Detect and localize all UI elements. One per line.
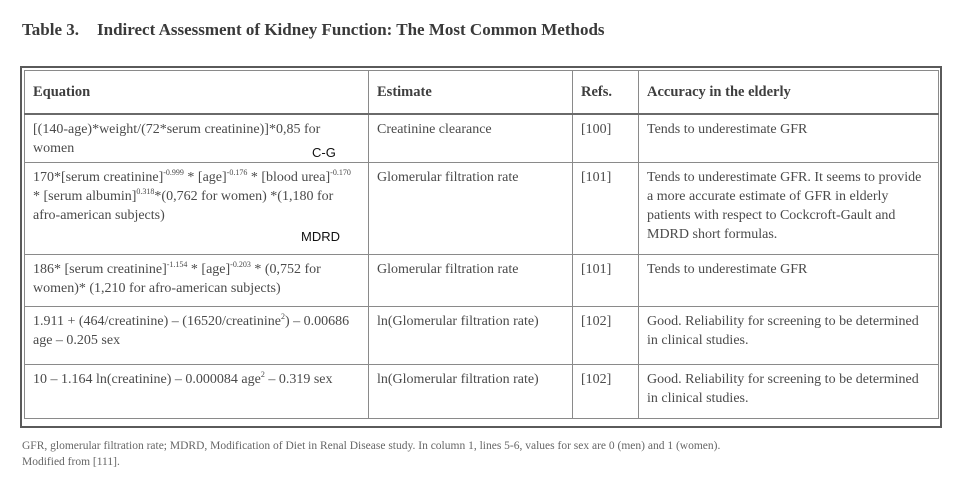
accuracy-cell: Tends to underestimate GFR. It seems to provide a more accurate estimate of GFR in elderly patients with respect to Cockcroft-Gault and MDRD short formulas. xyxy=(639,163,939,255)
equation-exponent: -0.999 xyxy=(163,168,184,177)
table-caption: Indirect Assessment of Kidney Function: The Most Common Methods xyxy=(97,20,605,39)
equation-cell xyxy=(25,163,369,255)
equation-cell xyxy=(25,114,369,163)
footnote-source: Modified from [111]. xyxy=(22,456,120,468)
equation-exponent: 2 xyxy=(281,312,286,321)
methods-table xyxy=(24,70,939,419)
ref-cell: [101] xyxy=(573,255,639,307)
table-number: Table 3. xyxy=(22,20,80,39)
column-header-refs: Refs. xyxy=(573,71,639,115)
equation-part: * [blood urea] xyxy=(247,170,331,185)
method-label-mdrd: MDRD xyxy=(301,229,340,244)
column-header-accuracy: Accuracy in the elderly xyxy=(639,71,939,115)
accuracy-cell: Good. Reliability for screening to be determined in clinical studies. xyxy=(639,307,939,365)
table-row xyxy=(25,365,939,419)
equation-part: ) – 0.00686 age – 0.205 sex xyxy=(33,314,350,348)
equation-part: * [age] xyxy=(183,170,227,185)
equation-cell xyxy=(25,307,369,365)
equation-part: 1.911 + (464/creatinine) – (16520/creatinine xyxy=(33,314,282,329)
ref-cell: [102] xyxy=(573,365,639,419)
estimate-cell: Glomerular filtration rate xyxy=(369,255,573,307)
table-row xyxy=(25,114,939,163)
estimate-cell: Glomerular filtration rate xyxy=(369,163,573,255)
equation-part: * [serum albumin] xyxy=(33,189,137,204)
equation-cell xyxy=(25,255,369,307)
equation-exponent: -0.170 xyxy=(330,168,351,177)
estimate-cell: ln(Glomerular filtration rate) xyxy=(369,365,573,419)
equation-part: * [age] xyxy=(187,262,231,277)
accuracy-cell: Tends to underestimate GFR xyxy=(639,114,939,163)
table-row xyxy=(25,307,939,365)
equation-part: – 0.319 sex xyxy=(264,372,333,387)
accuracy-cell: Good. Reliability for screening to be determined in clinical studies. xyxy=(639,365,939,419)
equation-cell xyxy=(25,365,369,419)
estimate-cell: ln(Glomerular filtration rate) xyxy=(369,307,573,365)
table-row xyxy=(25,163,939,255)
ref-cell: [100] xyxy=(573,114,639,163)
ref-cell: [101] xyxy=(573,163,639,255)
equation-part: 10 – 1.164 ln(creatinine) – 0.000084 age xyxy=(33,372,261,387)
equation-part: *(0,762 for women) *(1,180 for afro-american subjects) xyxy=(33,189,334,223)
method-label-cg: C-G xyxy=(312,145,336,160)
table-header-row xyxy=(25,71,939,115)
ref-cell: [102] xyxy=(573,307,639,365)
equation-exponent: 2 xyxy=(260,370,265,379)
equation-exponent: 0.318 xyxy=(136,187,155,196)
equation-exponent: -0.203 xyxy=(230,260,251,269)
equation-part: 186* [serum creatinine] xyxy=(33,262,167,277)
table-row xyxy=(25,255,939,307)
column-header-estimate: Estimate xyxy=(369,71,573,115)
footnote-line: GFR, glomerular filtration rate; MDRD, Modification of Diet in Renal Disease study. In column 1, lines 5-6, values for sex are 0 (men) and 1 (women). xyxy=(22,440,721,452)
table-title xyxy=(22,20,605,40)
table-footnote xyxy=(22,438,942,470)
equation-text: [(140-age)*weight/(72*serum creatinine)]*0,85 for women xyxy=(33,122,321,156)
equation-exponent: -0.176 xyxy=(226,168,248,177)
column-header-equation: Equation xyxy=(25,71,369,115)
equation-part: * (0,752 for women)* (1,210 for afro-american subjects) xyxy=(33,262,321,296)
equation-exponent: -1.154 xyxy=(166,260,188,269)
equation-part: 170*[serum creatinine] xyxy=(33,170,164,185)
estimate-cell: Creatinine clearance xyxy=(369,114,573,163)
accuracy-cell: Tends to underestimate GFR xyxy=(639,255,939,307)
